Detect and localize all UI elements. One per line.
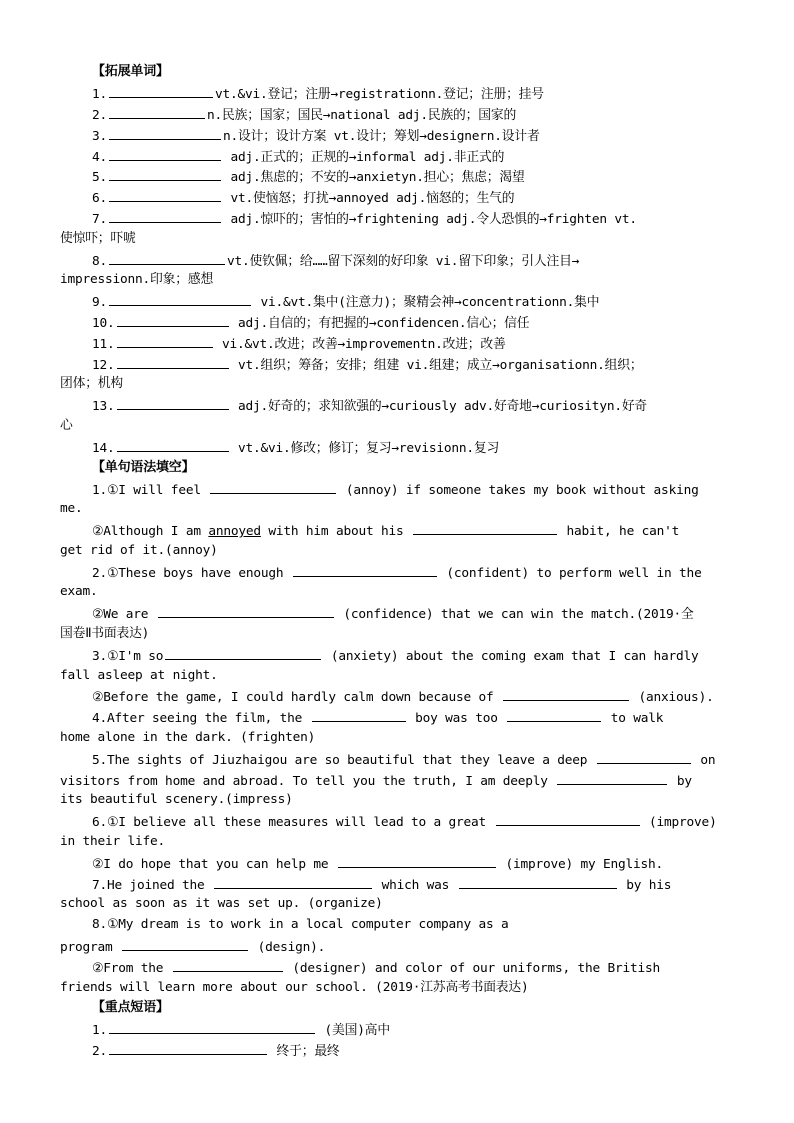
- phrase-item: 2. 终于；最终: [92, 1040, 340, 1062]
- vocab-item-continued: impressionn.印象；感想: [60, 272, 214, 287]
- grammar-question: 3.①I'm so (anxiety) about the coming exam that I can hardly: [92, 645, 699, 667]
- answer-blank[interactable]: [117, 437, 229, 452]
- grammar-question-continued: its beautiful scenery.(impress): [60, 792, 293, 807]
- vocab-item: 5. adj.焦虑的；不安的→anxietyn.担心；焦虑；渴望: [92, 166, 525, 188]
- answer-blank[interactable]: [173, 957, 283, 972]
- vocab-item: 14. vt.&vi.修改；修订；复习→revisionn.复习: [92, 437, 499, 459]
- answer-blank[interactable]: [109, 291, 251, 306]
- answer-blank[interactable]: [293, 562, 437, 577]
- vocab-item: 6. vt.使恼怒；打扰→annoyed adj.恼怒的；生气的: [92, 187, 514, 209]
- grammar-question-continued: in their life.: [60, 834, 166, 849]
- vocab-item: 3. n.设计；设计方案 vt.设计；筹划→designern.设计者: [92, 125, 540, 147]
- vocab-item: 9. vi.&vt.集中(注意力)；聚精会神→concentrationn.集中: [92, 291, 599, 313]
- section-heading-grammar: 【单句语法填空】: [92, 460, 195, 475]
- answer-blank[interactable]: [557, 770, 667, 785]
- vocab-item: 2. n.民族；国家；国民→national adj.民族的；国家的: [92, 104, 516, 126]
- grammar-question-continued: visitors from home and abroad. To tell you the truth, I am deeply by: [60, 770, 692, 792]
- answer-blank[interactable]: [158, 603, 334, 618]
- grammar-question: 6.①I believe all these measures will lead to a great (improve): [92, 811, 717, 833]
- answer-blank[interactable]: [109, 166, 221, 181]
- answer-blank[interactable]: [210, 479, 336, 494]
- vocab-item-continued: 使惊吓；吓唬: [60, 231, 136, 246]
- grammar-question-continued: school as soon as it was set up. (organize): [60, 896, 383, 911]
- answer-blank[interactable]: [109, 104, 205, 119]
- phrase-item: 1. (美国)高中: [92, 1019, 390, 1041]
- grammar-question: ②Before the game, I could hardly calm down because of (anxious).: [92, 686, 714, 708]
- answer-blank[interactable]: [122, 936, 248, 951]
- grammar-question-continued: program (design).: [60, 936, 325, 958]
- answer-blank[interactable]: [503, 686, 629, 701]
- grammar-question: ②From the (designer) and color of our uniforms, the British: [92, 957, 660, 979]
- answer-blank[interactable]: [117, 395, 229, 410]
- answer-blank[interactable]: [109, 1040, 267, 1055]
- answer-blank[interactable]: [338, 853, 496, 868]
- answer-blank[interactable]: [214, 874, 372, 889]
- grammar-question-continued: home alone in the dark. (frighten): [60, 730, 316, 745]
- section-heading-vocabulary: 【拓展单词】: [92, 64, 169, 79]
- vocab-item: 1. vt.&vi.登记；注册→registrationn.登记；注册；挂号: [92, 83, 544, 105]
- grammar-question: 7.He joined the which was by his: [92, 874, 671, 896]
- answer-blank[interactable]: [312, 707, 406, 722]
- answer-blank[interactable]: [109, 146, 221, 161]
- answer-blank[interactable]: [496, 811, 640, 826]
- answer-blank[interactable]: [117, 354, 229, 369]
- grammar-question: 8.①My dream is to work in a local computer company as a: [92, 917, 509, 932]
- answer-blank[interactable]: [165, 645, 321, 660]
- vocab-item: 8. vt.使钦佩；给……留下深刻的好印象 vi.留下印象；引人注目→: [92, 250, 579, 272]
- answer-blank[interactable]: [109, 208, 221, 223]
- grammar-question-continued: me.: [60, 501, 83, 516]
- given-answer: annoyed: [208, 524, 261, 539]
- grammar-question-continued: get rid of it.(annoy): [60, 543, 218, 558]
- answer-blank[interactable]: [109, 125, 221, 140]
- answer-blank[interactable]: [109, 187, 221, 202]
- vocab-item: 11. vi.&vt.改进；改善→improvementn.改进；改善: [92, 333, 506, 355]
- grammar-question-continued: friends will learn more about our school. (2019·江苏高考书面表达): [60, 980, 529, 995]
- vocab-item: 4. adj.正式的；正规的→informal adj.非正式的: [92, 146, 504, 168]
- grammar-question: 2.①These boys have enough (confident) to perform well in the: [92, 562, 702, 584]
- vocab-item: 13. adj.好奇的；求知欲强的→curiously adv.好奇地→curiosityn.好奇: [92, 395, 647, 417]
- answer-blank[interactable]: [507, 707, 601, 722]
- grammar-question: 4.After seeing the film, the boy was too to walk: [92, 707, 663, 729]
- answer-blank[interactable]: [117, 333, 213, 348]
- vocab-item-continued: 团体；机构: [60, 376, 123, 391]
- grammar-question: 1.①I will feel (annoy) if someone takes my book without asking: [92, 479, 699, 501]
- grammar-question: ②We are (confidence) that we can win the match.(2019·全: [92, 603, 694, 625]
- grammar-question: ②Although I am annoyed with him about his habit, he can't: [92, 520, 679, 542]
- answer-blank[interactable]: [597, 749, 691, 764]
- vocab-item: 12. vt.组织；筹备；安排；组建 vi.组建；成立→organisationn.组织；: [92, 354, 642, 376]
- answer-blank[interactable]: [109, 1019, 315, 1034]
- vocab-item: 10. adj.自信的；有把握的→confidencen.信心；信任: [92, 312, 529, 334]
- answer-blank[interactable]: [117, 312, 229, 327]
- answer-blank[interactable]: [109, 250, 225, 265]
- grammar-question-continued: fall asleep at night.: [60, 668, 218, 683]
- grammar-question: 5.The sights of Jiuzhaigou are so beautiful that they leave a deep on: [92, 749, 715, 771]
- grammar-question: ②I do hope that you can help me (improve) my English.: [92, 853, 663, 875]
- vocab-item: 7. adj.惊吓的；害怕的→frightening adj.令人恐惧的→frighten vt.: [92, 208, 637, 230]
- answer-blank[interactable]: [459, 874, 617, 889]
- answer-blank[interactable]: [109, 83, 213, 98]
- grammar-question-continued: exam.: [60, 584, 98, 599]
- section-heading-phrases: 【重点短语】: [92, 1000, 169, 1015]
- grammar-question-continued: 国卷Ⅱ书面表达): [60, 626, 150, 641]
- vocab-item-continued: 心: [60, 418, 73, 433]
- answer-blank[interactable]: [413, 520, 557, 535]
